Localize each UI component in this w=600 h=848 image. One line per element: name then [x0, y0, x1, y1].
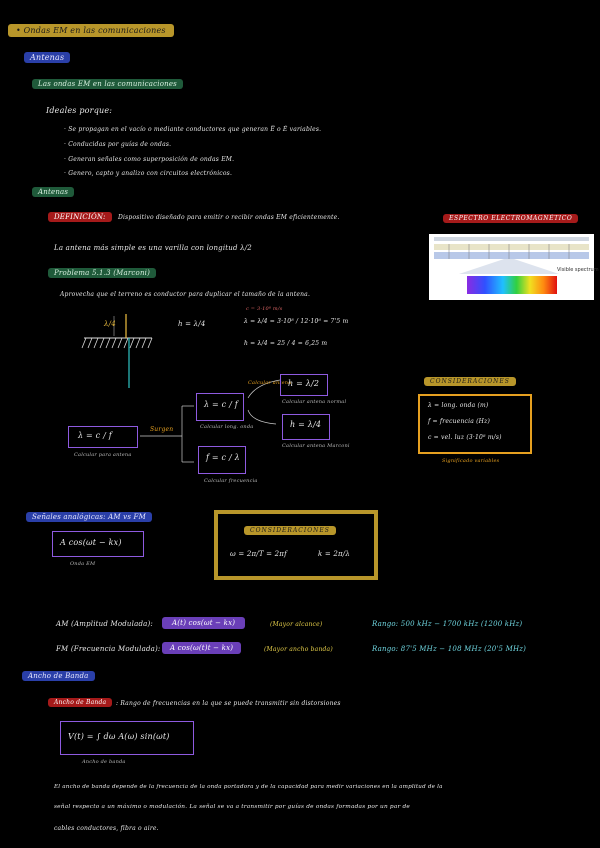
h-equation: h = λ/4: [178, 320, 206, 328]
antenas-tag: Antenas: [32, 187, 74, 197]
consideraciones-caption: Significado variables: [442, 458, 500, 464]
consideraciones-box-2: [214, 510, 378, 580]
lambda-quarter-label: λ/4: [104, 320, 116, 328]
box-f-caption: Calcular frecuencia: [204, 478, 258, 484]
ideales-heading: Ideales porque:: [46, 106, 113, 115]
spectrum-image: [429, 234, 599, 300]
main-caption: Calcular para antena: [74, 452, 132, 458]
senales-tag: Señales analógicas: AM vs FM: [26, 512, 152, 522]
ancho-banda-def-text: : Rango de frecuencias en la que se puede transmitir sin distorsiones: [116, 700, 341, 707]
ondas-comunicaciones-tag: Las ondas EM en las comunicaciones: [32, 79, 183, 89]
box-lambda-formula: λ = c / f: [204, 400, 238, 409]
paragraph-line: señal respecto a un máximo o modulación. La señal se va a transmitir por guías de ondas formadas por un par de: [54, 804, 411, 810]
side-note: Calcular antena: [248, 380, 292, 386]
k-formula: k = 2π/λ: [318, 550, 351, 558]
c-note: c = 3·10⁸ m/s: [246, 306, 283, 312]
page-title: • Ondas EM en las comunicaciones: [8, 24, 174, 37]
definicion-tag: DEFINICIÓN:: [48, 212, 112, 222]
onda-em-formula: A cos(ωt − kx): [60, 538, 122, 547]
main-formula: λ = c / f: [78, 431, 112, 440]
consideraciones-tag-2: CONSIDERACIONES: [244, 526, 336, 535]
bandwidth-formula: V(t) = ∫ dω A(ω) sin(ωt): [68, 732, 170, 741]
surgen-label: Surgen: [150, 426, 174, 433]
antena-simple-text: La antena más simple es una varilla con longitud λ/2: [54, 244, 252, 252]
fm-label: FM (Frecuencia Modulada):: [56, 645, 161, 653]
fm-formula: A cos(ω(t)t − kx): [162, 642, 241, 654]
omega-formula: ω = 2π/T = 2πf: [230, 550, 287, 558]
am-label: AM (Amplitud Modulada):: [56, 620, 153, 628]
fm-range: Rango: 87'5 MHz − 108 MHz (20'5 MHz): [372, 645, 527, 653]
consideraciones-tag: CONSIDERACIONES: [424, 377, 516, 386]
consideracion-item: c = vel. luz (3·10⁸ m/s): [428, 434, 502, 441]
calc-lambda: λ = λ/4 = 3·10⁸ / 12·10⁶ = 7'5 m: [244, 318, 349, 325]
am-formula: A(t) cos(ωt − kx): [162, 617, 245, 629]
consideracion-item: f = frecuencia (Hz): [428, 418, 490, 425]
calc-h: h = λ/4 = 25 / 4 = 6,25 m: [244, 340, 328, 347]
box-h2-caption: Calcular antena normal: [282, 399, 347, 405]
paragraph-line: El ancho de banda depende de la frecuencia de la onda portadora y de la capacidad para medir variaciones en la amplitud de la: [54, 784, 443, 790]
fm-note: (Mayor ancho banda): [264, 646, 333, 653]
antenas-tag: Antenas: [24, 52, 70, 63]
espectro-tag: ESPECTRO ELECTROMAGNÉTICO: [443, 214, 578, 223]
paragraph-line: cables conductores, fibra o aire.: [54, 825, 159, 832]
definicion-text: Dispositivo diseñado para emitir o recibir ondas EM eficientemente.: [118, 214, 340, 221]
spectrum-caption: Visible spectrum: [557, 267, 599, 273]
ideales-item: · Se propagan en el vacío o mediante conductores que generan E̅ o É variables.: [64, 126, 322, 133]
box-lambda-caption: Calcular long. onda: [200, 424, 254, 430]
consideracion-item: λ = long. onda (m): [428, 402, 489, 409]
problema-text: Aprovecha que el terreno es conductor para duplicar el tamaño de la antena.: [60, 291, 311, 298]
problema-tag: Problema 5.1.3 (Marconi): [48, 268, 156, 278]
am-range: Rango: 500 kHz − 1700 kHz (1200 kHz): [372, 620, 523, 628]
am-note: (Mayor alcance): [270, 621, 323, 628]
box-h4-caption: Calcular antena Marconi: [282, 443, 350, 449]
ideales-item: · Genero, capto y analizo con circuitos electrónicos.: [64, 170, 233, 177]
onda-em-caption: Onda EM: [70, 561, 96, 567]
box-h2-formula: h = λ/2: [288, 379, 320, 388]
bandwidth-caption: Ancho de banda: [82, 759, 126, 765]
ancho-banda-tag: Ancho de Banda: [22, 671, 95, 681]
ideales-item: · Conducidas por guías de ondas.: [64, 141, 172, 148]
box-h4-formula: h = λ/4: [290, 420, 322, 429]
box-f-formula: f = c / λ: [206, 453, 240, 462]
ancho-banda-def-tag: Ancho de Banda: [48, 698, 112, 707]
ideales-item: · Generan señales como superposición de ondas EM.: [64, 156, 235, 163]
